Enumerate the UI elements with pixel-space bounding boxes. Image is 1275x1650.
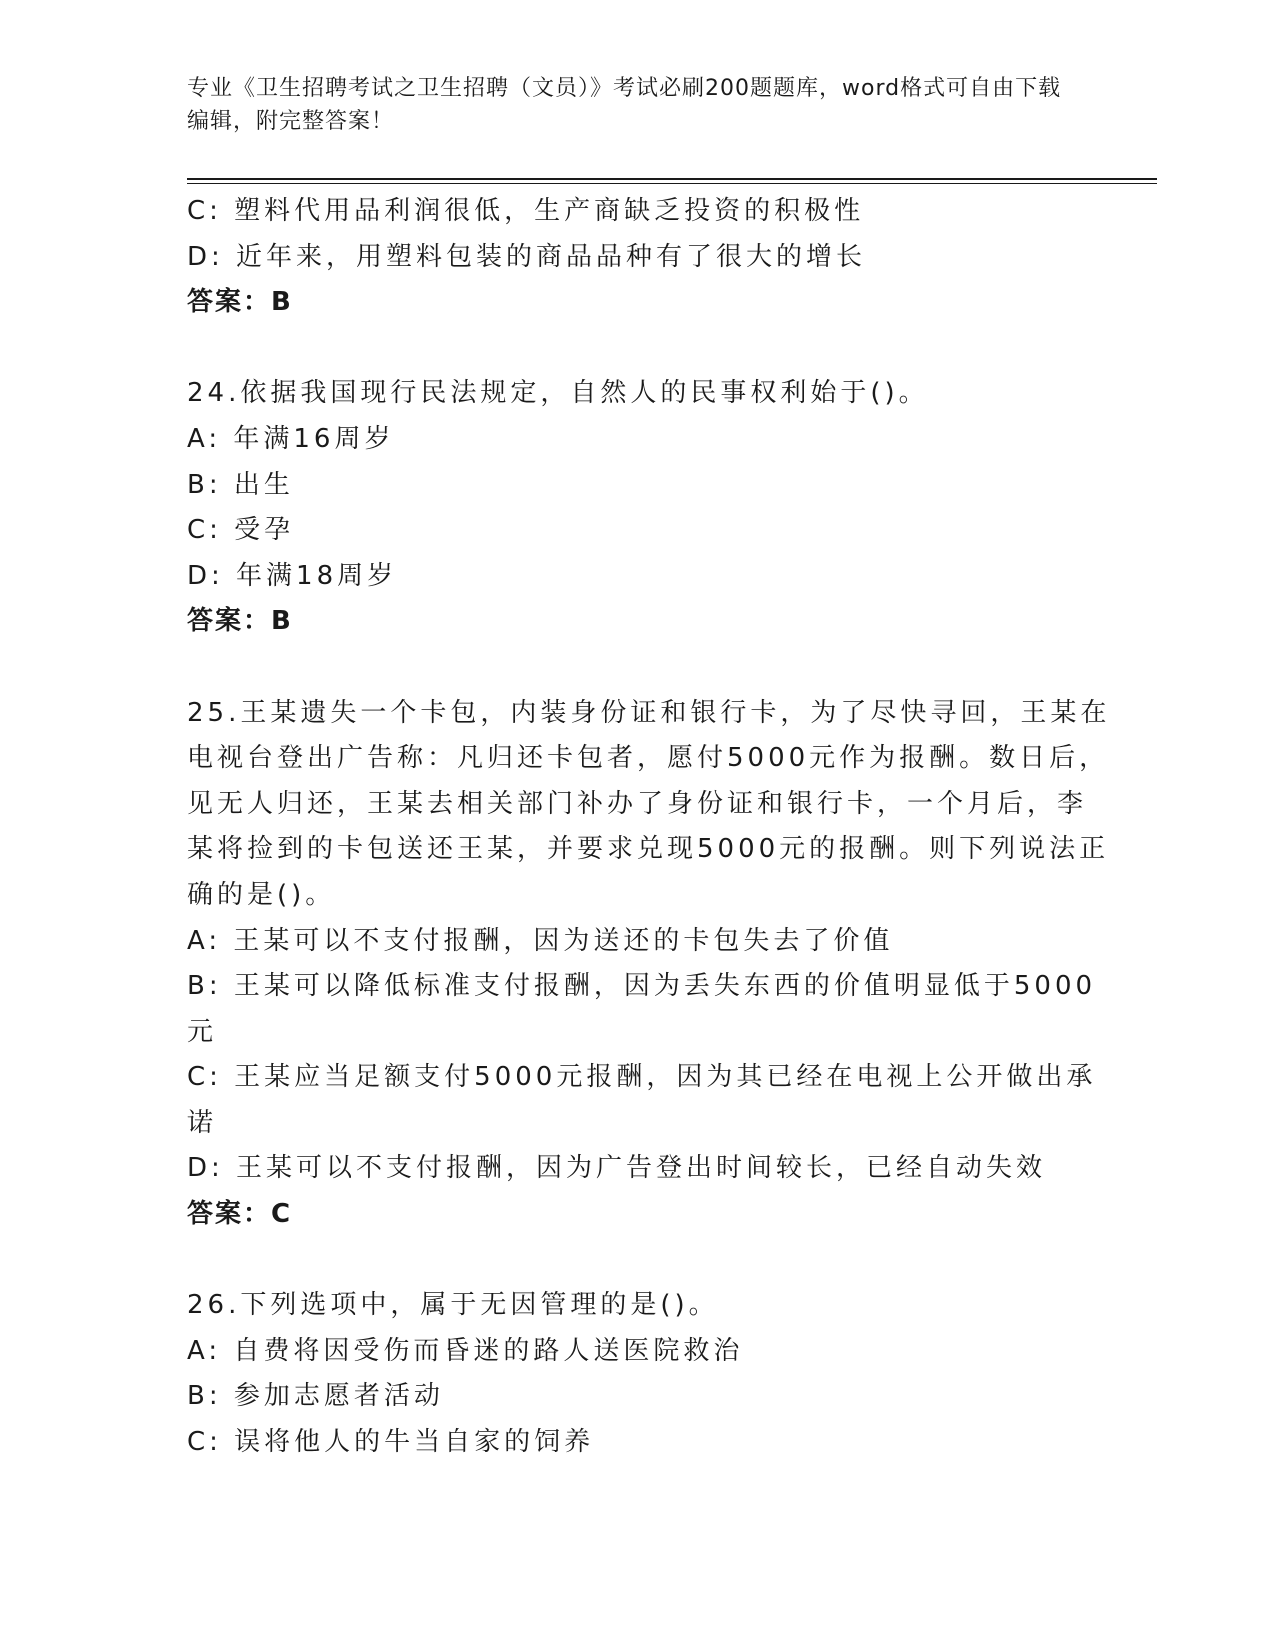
spacer [187, 326, 1087, 372]
question-content [187, 189, 1111, 1466]
option-a: A: 自费将因受伤而昏迷的路人送医院救治 [187, 1335, 744, 1366]
document-header: 专业《卫生招聘考试之卫生招聘（文员）》考试必刷200题题库，word格式可自由下载编辑，附完整答案！ [187, 76, 1062, 134]
question-stem: 26.下列选项中，属于无因管理的是()。 [187, 1290, 719, 1321]
question-stem-line: 确的是()。 [187, 879, 336, 910]
question-stem: 24.依据我国现行民法规定，自然人的民事权利始于()。 [187, 378, 929, 409]
option-c-continued: 诺 [187, 1107, 218, 1138]
option-b: B: 王某可以降低标准支付报酬，因为丢失东西的价值明显低于5000 [187, 971, 1097, 1002]
option-a: A: 王某可以不支付报酬，因为送还的卡包失去了价值 [187, 925, 894, 956]
header-divider-thin [187, 183, 1157, 184]
option-c: C: 塑料代用品利润很低，生产商缺乏投资的积极性 [187, 196, 865, 226]
question-stem-line: 某将捡到的卡包送还王某，并要求兑现5000元的报酬。则下列说法正 [187, 834, 1110, 865]
question-stem-line: 电视台登出广告称：凡归还卡包者，愿付5000元作为报酬。数日后， [187, 743, 1110, 774]
question-stem-line: 25.王某遗失一个卡包，内装身份证和银行卡，为了尽快寻回，王某在 [187, 697, 1111, 728]
question-stem-line: 见无人归还，王某去相关部门补办了身份证和银行卡，一个月后，李 [187, 788, 1088, 819]
header-divider-thick [187, 178, 1157, 180]
option-d: D: 年满18周岁 [187, 560, 398, 591]
option-b-continued: 元 [187, 1016, 218, 1047]
option-d: D: 王某可以不支付报酬，因为广告登出时间较长，已经自动失效 [187, 1153, 1047, 1184]
spacer [187, 1238, 1087, 1284]
spacer [187, 645, 1087, 691]
answer-line: 答案：B [187, 287, 293, 318]
answer-line: 答案：B [187, 606, 293, 637]
option-b: B: 出生 [187, 469, 294, 500]
option-a: A: 年满16周岁 [187, 423, 395, 454]
answer-line: 答案：C [187, 1199, 293, 1230]
option-c: C: 受孕 [187, 515, 295, 546]
option-c: C: 王某应当足额支付5000元报酬，因为其已经在电视上公开做出承 [187, 1062, 1097, 1093]
option-d: D: 近年来，用塑料包装的商品品种有了很大的增长 [187, 241, 867, 272]
option-b: B: 参加志愿者活动 [187, 1381, 444, 1412]
option-c: C: 误将他人的牛当自家的饲养 [187, 1427, 595, 1458]
